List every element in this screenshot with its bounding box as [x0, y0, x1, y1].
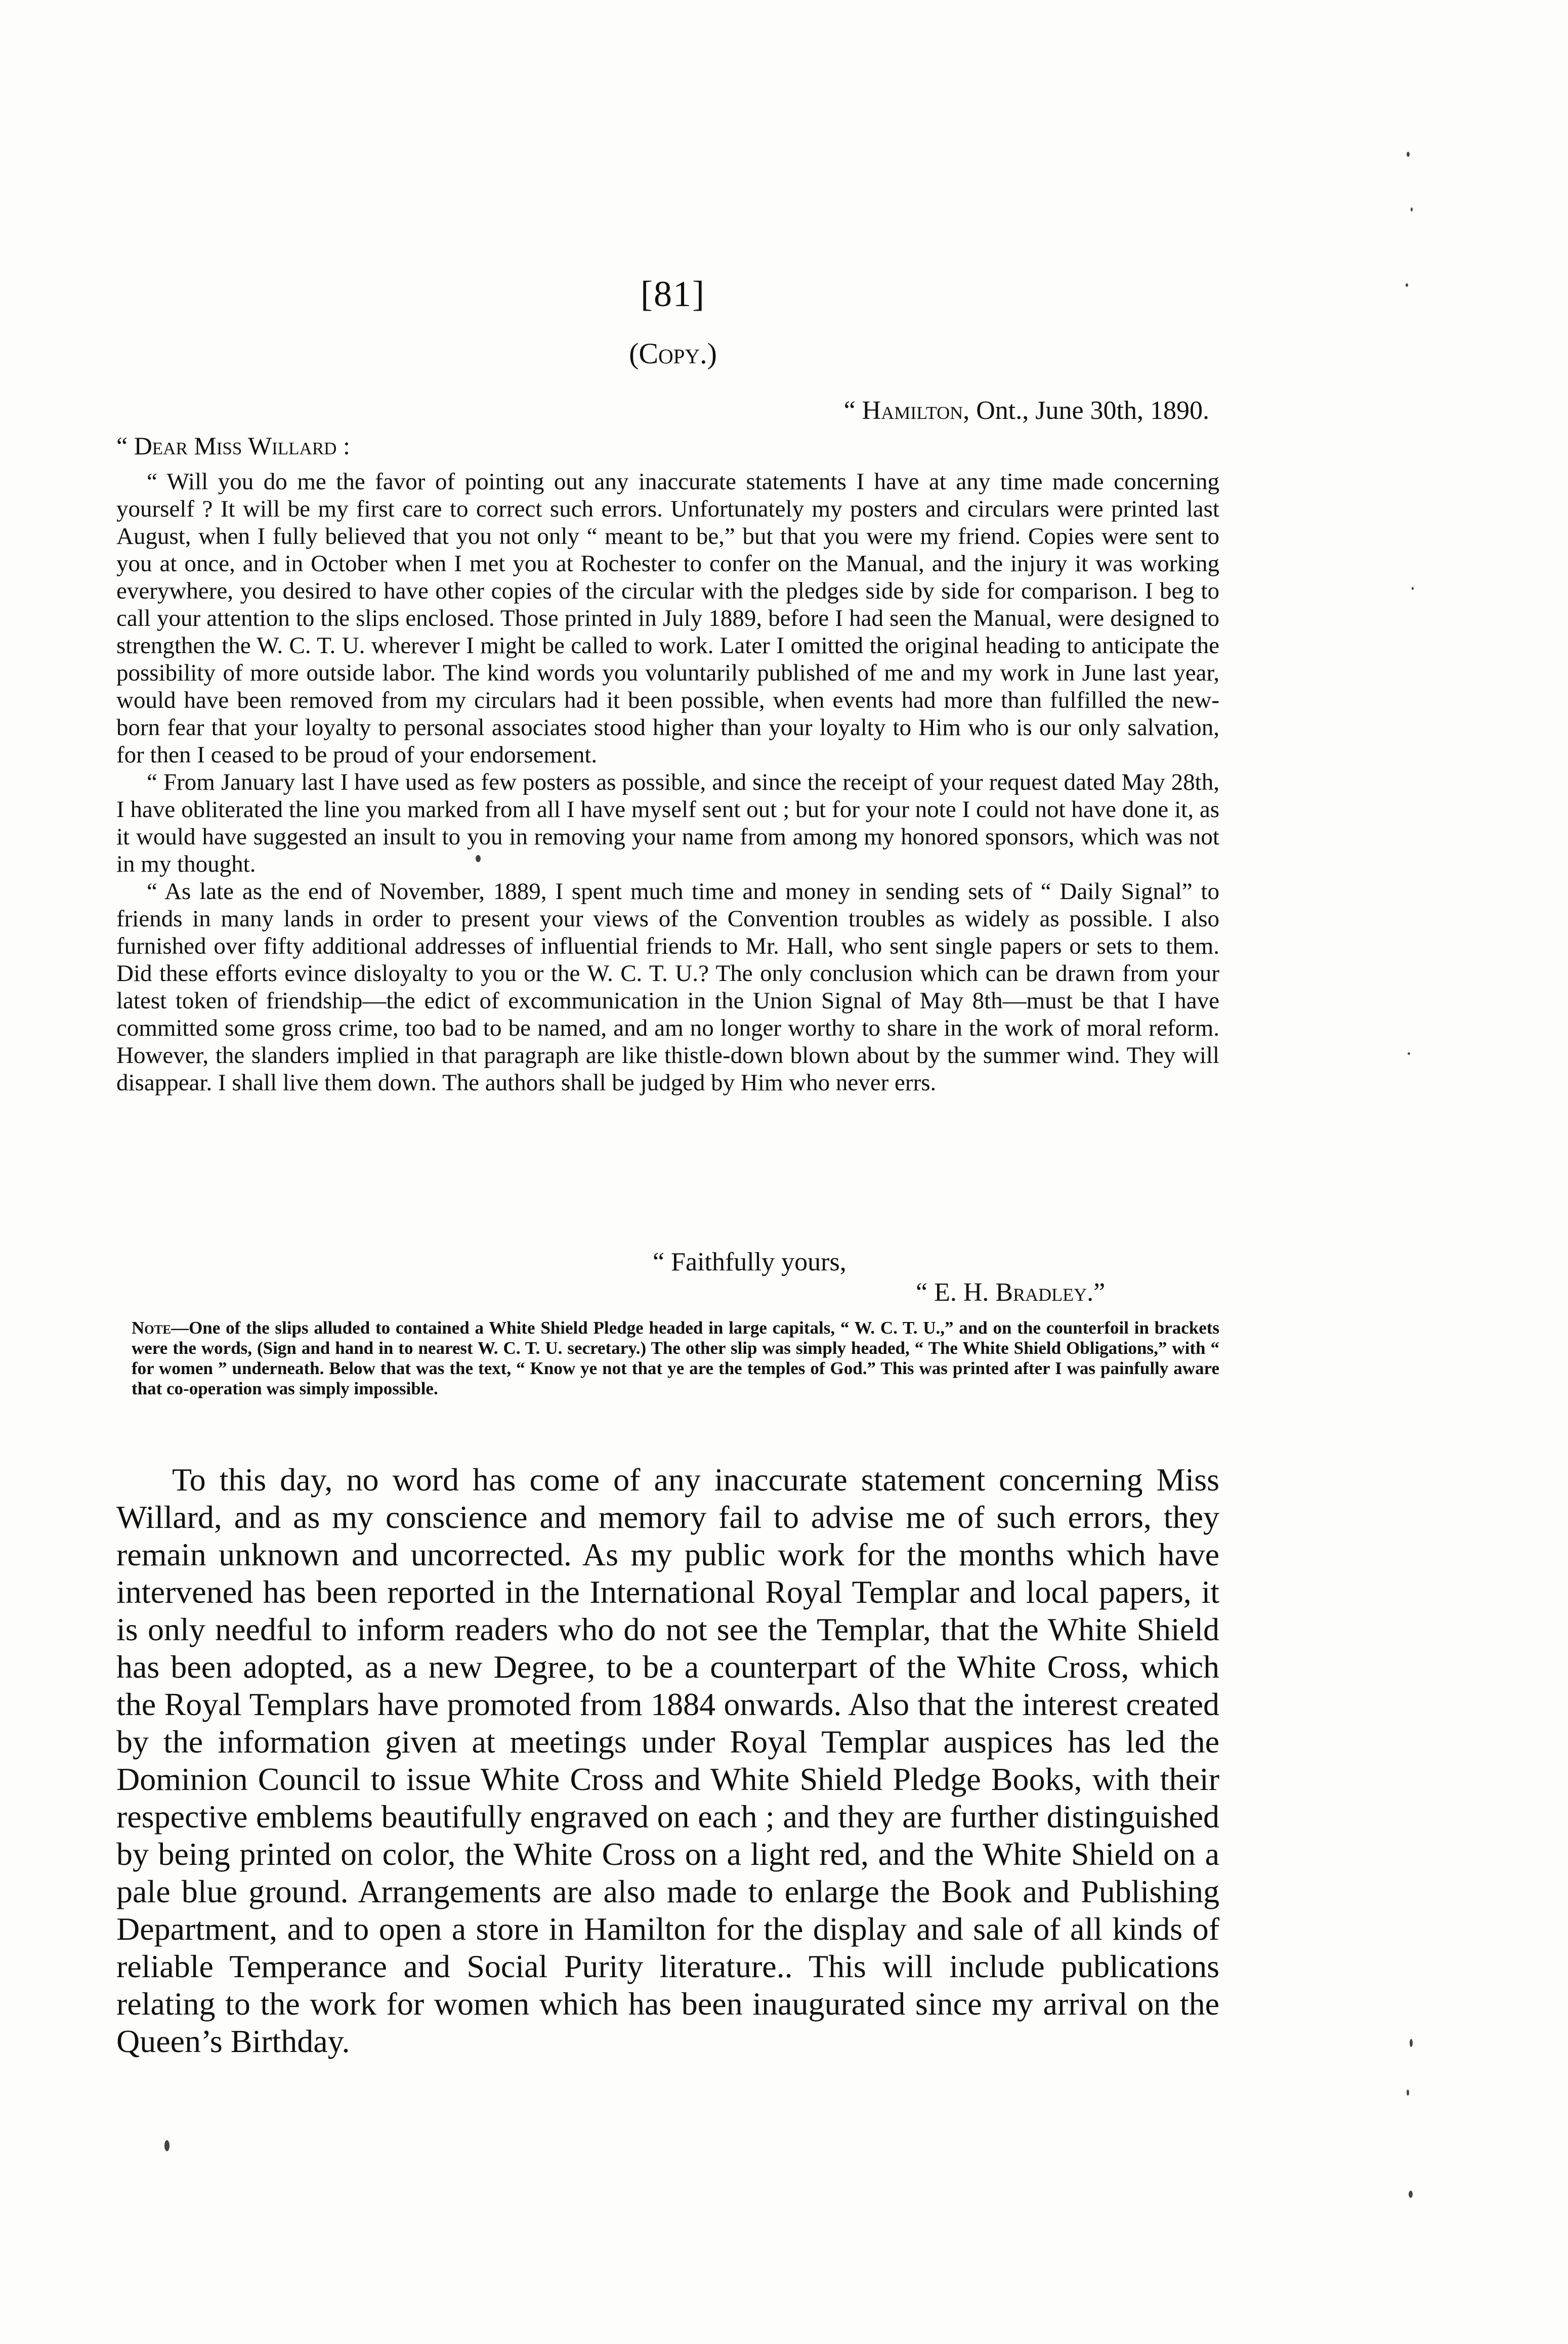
speck [1407, 152, 1410, 157]
footnote-label: Note [132, 1318, 172, 1338]
ink-dot [476, 855, 481, 862]
footnote [132, 1318, 1219, 1399]
speck [1408, 1052, 1410, 1055]
page-number: [81] [641, 274, 705, 314]
letter-signature: “ E. H. Bradley.” [916, 1278, 1106, 1307]
letter-paragraph-2: “ From January last I have used as few posters as possible, and since the receipt of your request dated May 28th, I have obliterated the line you marked from all I have myself sent out ; but for your note I could not have done it, as it would have suggested an insult to you in removing your name from among my honored sponsors, which was not in my thought. [116, 769, 1219, 877]
letter-paragraph-1: “ Will you do me the favor of pointing out any inaccurate statements I have at any time made concerning yourself ? It will be my first care to correct such errors. Unfortunately my posters and circulars were printed last August, when I fully believed that you not only “ meant to be,” but that you were my friend. Copies were sent to you at once, and in October when I met you at Rochester to confer on the Manual, and the injury it was working everywhere, you desired to have other copies of the circular with the pledges side by side for comparison. I beg to call your attention to the slips enclosed. Those printed in July 1889, before I had seen the Manual, were designed to strengthen the W. C. T. U. wherever I might be called to work. Later I omitted the original heading to anticipate the possibility of more outside labor. The kind words you voluntarily published of me and my work in June last year, would have been removed from my circulars had it been possible, when events had more than fulfilled the new-born fear that your loyalty to personal associates stood higher than your loyalty to Him who is our only salvation, for then I ceased to be proud of your endorsement. [116, 468, 1219, 768]
letter-paragraph-3: “ As late as the end of November, 1889, I spent much time and money in sending sets of “ Daily Signal” to friends in many lands in order to present your views of the Convention troubles as widely as possible. I also furnished over fifty additional addresses of influential friends to Mr. Hall, who sent single papers or sets to them. Did these efforts evince disloyalty to you or the W. C. T. U.? The only conclusion which can be drawn from your latest token of friendship—the edict of excommunication in the Union Signal of May 8th—must be that I have committed some gross crime, too bad to be named, and am no longer worthy to share in the work of moral reform. However, the slanders implied in that paragraph are like thistle-down blown about by the summer wind. They will disappear. I shall live them down. The authors shall be judged by Him who never errs. [116, 878, 1219, 1096]
letter-body [116, 468, 1219, 1096]
speck [1412, 587, 1414, 590]
main-body-paragraph: To this day, no word has come of any inaccurate statement concerning Miss Willard, and as my conscience and memory fail to advise me of such errors, they remain unknown and uncorrected. As my public work for the months which have intervened has been reported in the International Royal Templar and local papers, it is only needful to inform readers who do not see the Templar, that the White Shield has been adopted, as a new Degree, to be a counterpart of the White Cross, which the Royal Templars have promoted from 1884 onwards. Also that the interest created by the information given at meetings under Royal Templar auspices has led the Dominion Council to issue White Cross and White Shield Pledge Books, with their respective emblems beautifully engraved on each ; and they are further distinguished by being printed on color, the White Cross on a light red, and the White Shield on a pale blue ground. Arrangements are also made to enlarge the Book and Publishing Department, and to open a store in Hamilton for the display and sale of all kinds of reliable Temperance and Social Purity literature.. This will include publications relating to the work for women which has been inaugurated since my arrival on the Queen’s Birthday. [116, 1462, 1219, 2059]
ink-dot [164, 2140, 169, 2151]
speck [1410, 2039, 1413, 2047]
speck [1406, 283, 1408, 287]
footnote-text: —One of the slips alluded to contained a White Shield Pledge headed in large capitals, “ W. C. T. U.,” and on the counterfoil in brackets were the words, (Sign and hand in to nearest W. C. T. U. secretary.) The other slip was simply headed, “ The White Shield Obligations,” with “ for women ” underneath. Below that was the text, “ Know ye not that ye are the temples of God.” This was printed after I was painfully aware that co-operation was simply impossible. [132, 1318, 1219, 1398]
speck [1409, 2191, 1413, 2198]
margin-specks [1396, 91, 1437, 2317]
letter-closing: “ Faithfully yours, [653, 1248, 846, 1276]
speck [1407, 2090, 1409, 2096]
speck [1411, 207, 1413, 211]
letter-salutation: “ Dear Miss Willard : [116, 432, 350, 460]
copy-label: (Copy.) [629, 337, 717, 370]
dateline-place: “ Hamilton, [843, 396, 970, 425]
letter-dateline [663, 396, 1209, 425]
dateline-date: Ont., June 30th, 1890. [969, 396, 1209, 425]
